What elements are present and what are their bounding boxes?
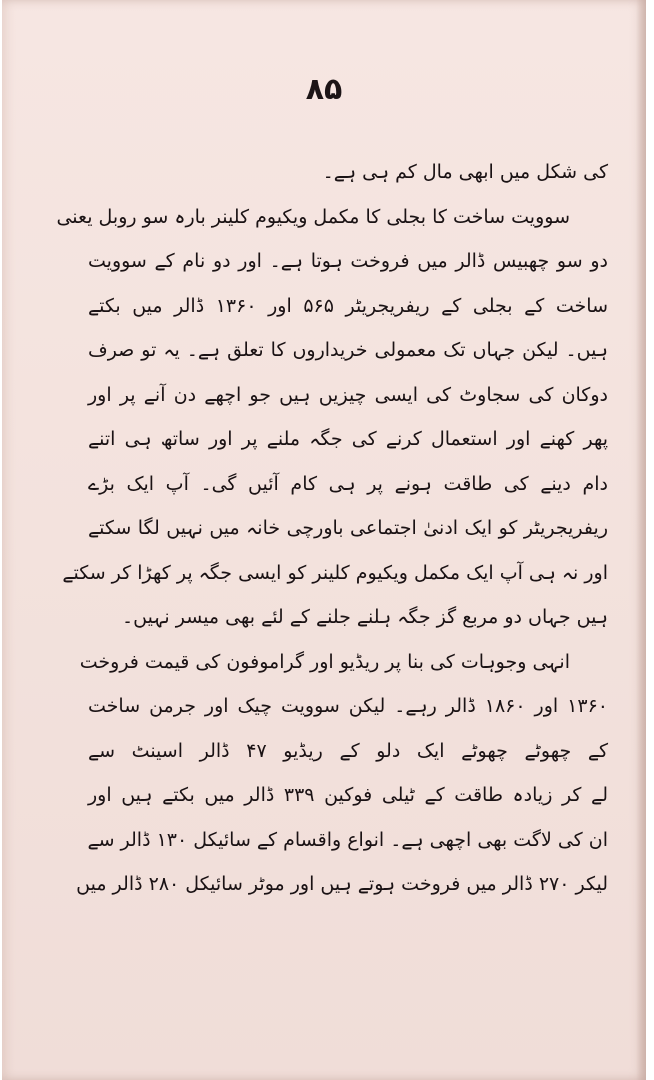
- text-line: پھر کھنے اور استعمال کرنے کی جگہ ملنے پر اور ساتھ ہی اتنے: [88, 428, 608, 450]
- text-line: دوکان کی سجاوٹ کی ایسی چیزیں ہیں جو اچھے دن آنے پر اور: [88, 383, 608, 406]
- text-line: لے کر زیادہ طاقت کے ٹیلی فوکین ۳۳۹ ڈالر میں بکتے ہیں اور: [88, 784, 608, 806]
- text-line: دو سو چھبیس ڈالر میں فروخت ہوتا ہے۔ اور دو نام کے سوویت: [88, 250, 608, 272]
- book-page: [2, 0, 646, 1080]
- text-line: ساخت کے بجلی کے ریفریجریٹر ۵۶۵ اور ۱۳۶۰ ڈالر میں بکتے: [88, 294, 608, 317]
- text-line: کی شکل میں ابھی مال کم ہی ہے۔: [322, 161, 608, 183]
- text-line: ہیں۔ لیکن جہاں تک معمولی خریداروں کا تعلق ہے۔ یہ تو صرف: [88, 339, 608, 361]
- text-line: سوویت ساخت کا بجلی کا مکمل ویکیوم کلینر بارہ سو روبل یعنی: [56, 205, 570, 228]
- text-line: انہی وجوہات کی بنا پر ریڈیو اور گراموفون کی قیمت فروخت: [79, 650, 570, 673]
- body-text: [56, 150, 608, 907]
- page-number: ۸۵: [305, 72, 343, 107]
- text-line: لیکر ۲۷۰ ڈالر میں فروخت ہوتے ہیں اور موٹر سائیکل ۲۸۰ ڈالر میں: [76, 873, 608, 895]
- text-line: ۱۳۶۰ اور ۱۸۶۰ ڈالر رہے۔ لیکن سوویت چیک اور جرمن ساخت: [88, 695, 608, 717]
- text-line: دام دینے کی طاقت ہونے پر ہی کام آئیں گی۔ آپ ایک بڑے: [88, 472, 608, 495]
- text-line: ہیں جہاں دو مربع گز جگہ ہلنے جلنے کے لئے بھی میسر نہیں۔: [121, 606, 608, 628]
- text-line: اور نہ ہی آپ ایک مکمل ویکیوم کلینر کو ایسی جگہ پر کھڑا کر سکتے: [62, 561, 608, 584]
- text-line: ریفریجریٹر کو ایک ادنیٰ اجتماعی باورچی خانہ میں نہیں لگا سکتے: [88, 517, 608, 539]
- text-line: ان کی لاگت بھی اچھی ہے۔ انواع واقسام کے سائیکل ۱۳۰ ڈالر سے: [87, 828, 608, 851]
- page-edge-shadow: [636, 0, 646, 1080]
- text-line: کے چھوٹے چھوٹے ایک دلو کے ریڈیو ۴۷ ڈالر اسینٹ سے: [88, 739, 608, 762]
